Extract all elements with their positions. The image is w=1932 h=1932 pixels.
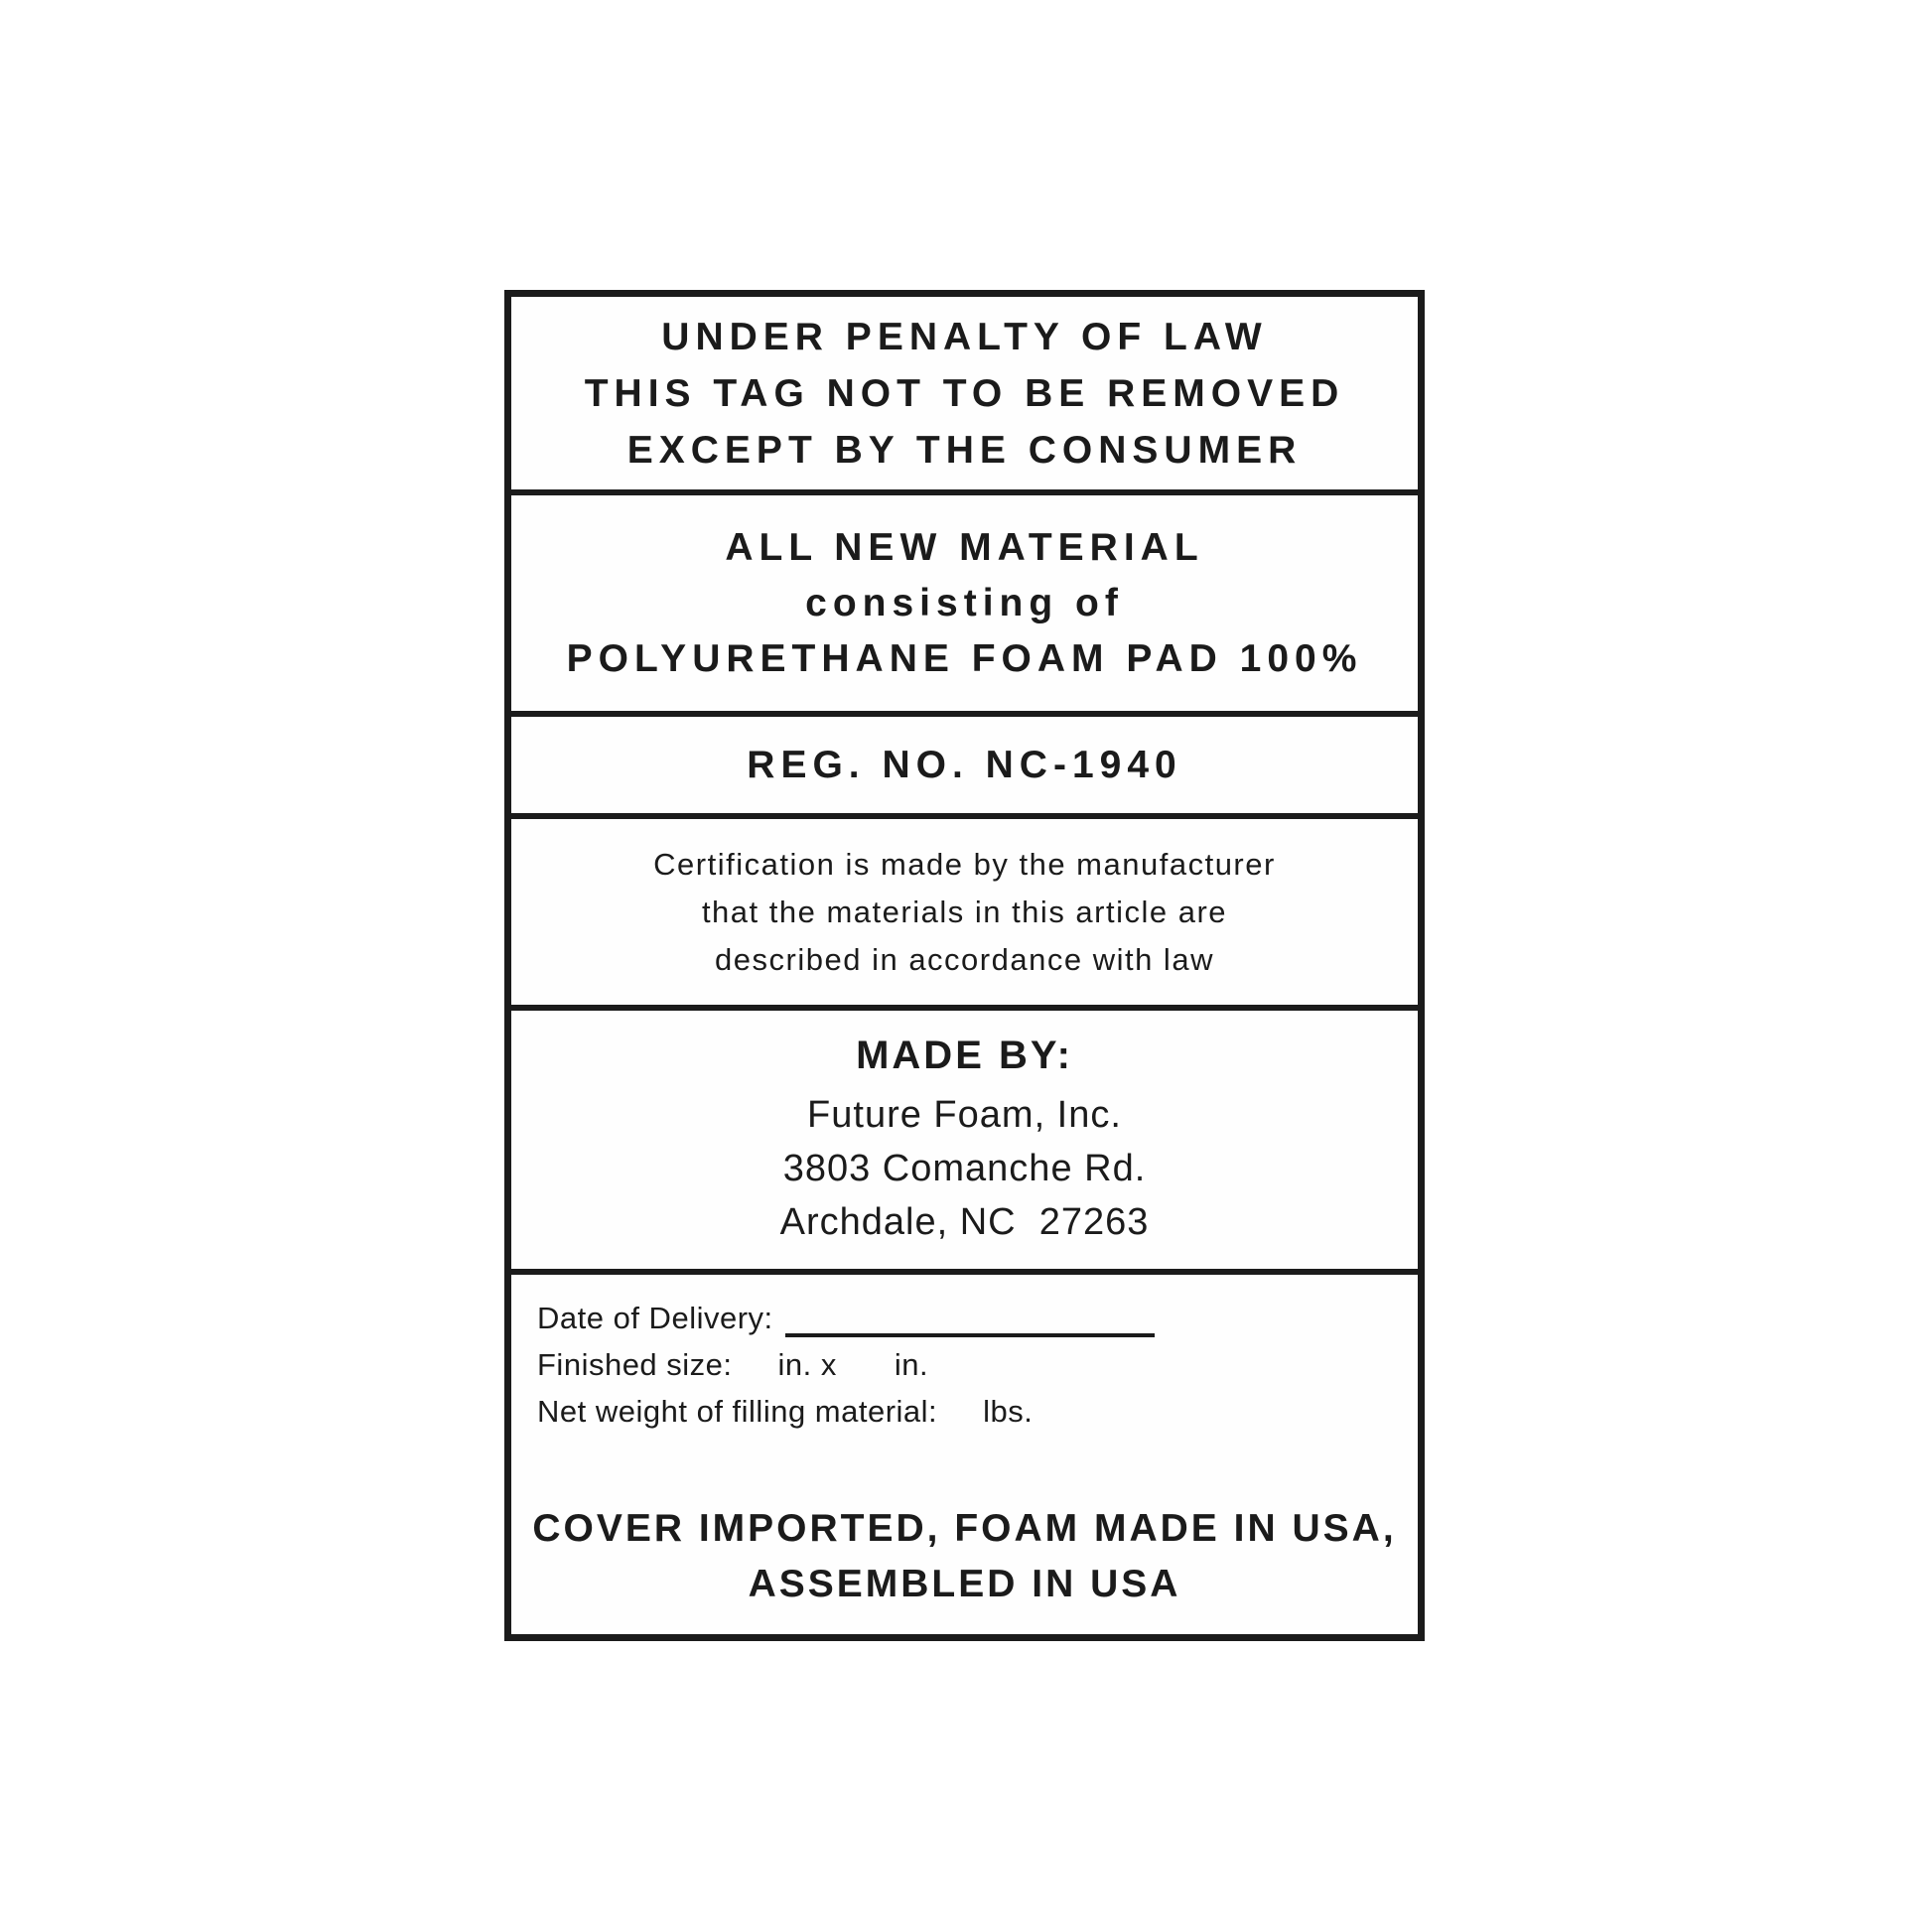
- certification-section: [511, 819, 1418, 1011]
- fill-in-section: [511, 1275, 1418, 1634]
- date-of-delivery-blank: [785, 1333, 1155, 1337]
- made-by-heading: MADE BY:: [856, 1034, 1073, 1077]
- penalty-line-1: UNDER PENALTY OF LAW: [661, 315, 1268, 358]
- material-line-1: ALL NEW MATERIAL: [725, 525, 1204, 569]
- date-of-delivery-label: Date of Delivery:: [537, 1301, 773, 1335]
- date-of-delivery-line: [537, 1295, 1418, 1341]
- registration-section: [511, 717, 1418, 819]
- net-weight-label: Net weight of filling material:: [537, 1394, 938, 1429]
- made-by-section: [511, 1011, 1418, 1275]
- origin-line-1: COVER IMPORTED, FOAM MADE IN USA,: [532, 1507, 1397, 1550]
- material-line-2: consisting of: [805, 581, 1124, 624]
- penalty-line-3: EXCEPT BY THE CONSUMER: [626, 428, 1303, 472]
- certification-line-3: described in accordance with law: [715, 941, 1214, 977]
- penalty-notice-section: [511, 297, 1418, 495]
- material-section: [511, 495, 1418, 717]
- manufacturer-city-state-zip: Archdale, NC 27263: [779, 1201, 1150, 1243]
- finished-size-line: [537, 1341, 1418, 1388]
- fill-in-lines: [537, 1295, 1418, 1435]
- finished-size-unit-2: in.: [894, 1347, 929, 1382]
- certification-line-1: Certification is made by the manufacturer: [653, 846, 1276, 882]
- penalty-line-2: THIS TAG NOT TO BE REMOVED: [584, 371, 1345, 415]
- finished-size-unit-1: in. x: [777, 1347, 837, 1382]
- manufacturer-street: 3803 Comanche Rd.: [782, 1148, 1147, 1189]
- origin-line-2: ASSEMBLED IN USA: [748, 1563, 1181, 1605]
- finished-size-label: Finished size:: [537, 1347, 733, 1382]
- net-weight-line: [537, 1388, 1418, 1435]
- registration-number: REG. NO. NC-1940: [747, 744, 1182, 786]
- certification-line-2: that the materials in this article are: [701, 894, 1228, 929]
- origin-statement: [511, 1501, 1418, 1612]
- material-line-3: POLYURETHANE FOAM PAD 100%: [566, 636, 1363, 680]
- net-weight-unit: lbs.: [983, 1394, 1034, 1429]
- law-label: [504, 290, 1425, 1641]
- manufacturer-name: Future Foam, Inc.: [807, 1094, 1122, 1136]
